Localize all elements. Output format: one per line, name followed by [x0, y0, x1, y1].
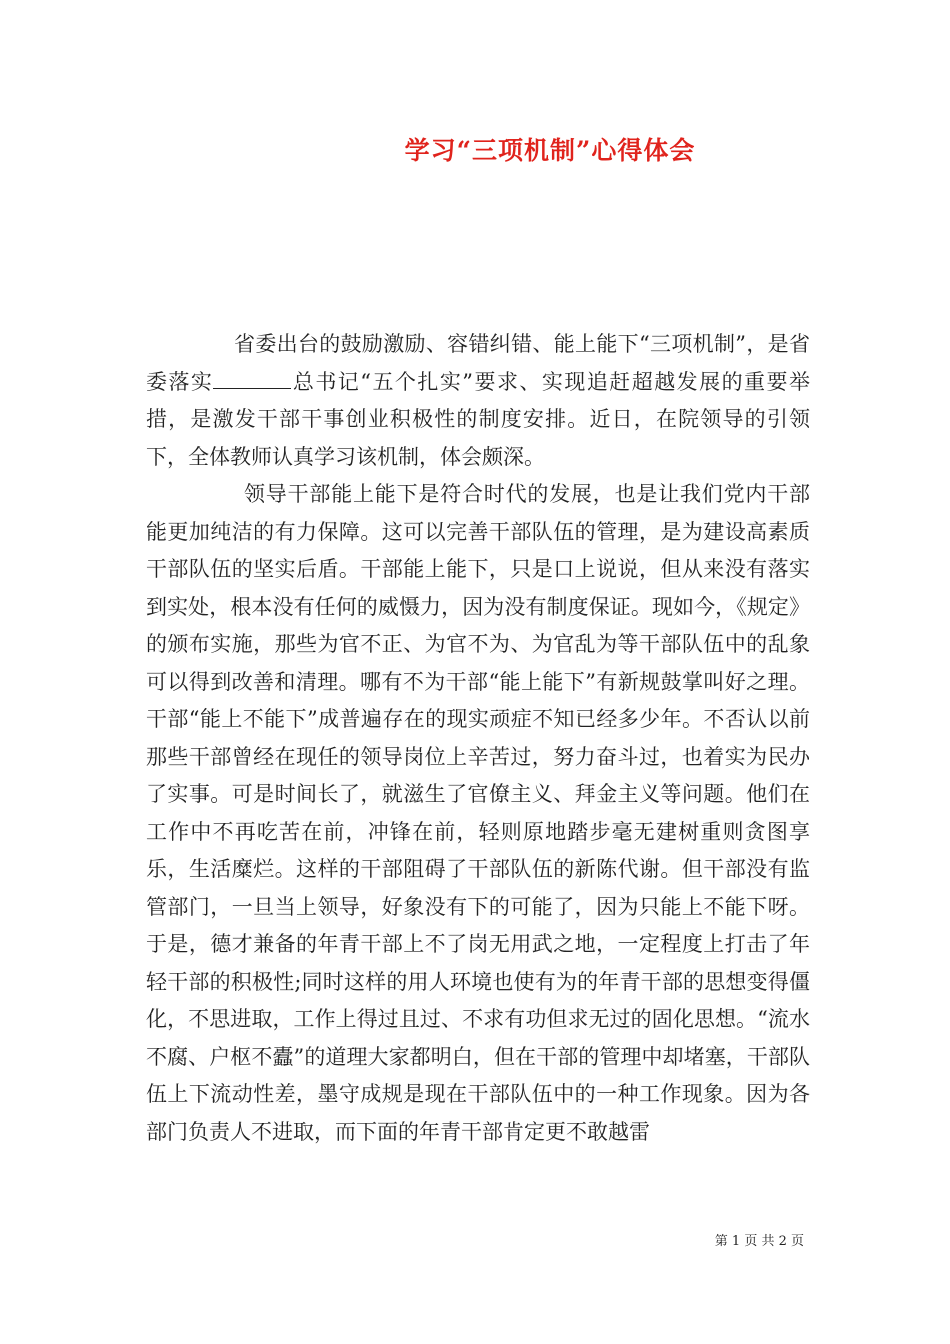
fill-in-blank — [213, 368, 291, 389]
document-title: 学习“三项机制”心得体会 — [404, 136, 696, 165]
paragraph-2: 领导干部能上能下是符合时代的发展，也是让我们党内干部能更加纯洁的有力保障。这可以完善干部队伍的管理，是为建设高素质干部队伍的坚实后盾。干部能上能下，只是口上说说，但从来没有落实到实处，根本没有任何的威慑力，因为没有制度保证。现如今，《规定》的颁布实施，那些为官不正、为官不为、为官乱为等干部队伍中的乱象可以得到改善和清理。哪有不为干部“能上能下”有新规鼓掌叫好之理。干部“能上不能下”成普遍存在的现实顽症不知已经多少年。不否认以前那些干部曾经在现任的领导岗位上辛苦过，努力奋斗过，也着实为民办了实事。可是时间长了，就滋生了官僚主义、拜金主义等问题。他们在工作中不再吃苦在前，冲锋在前，轻则原地踏步毫无建树重则贪图享乐，生活糜烂。这样的干部阻碍了干部队伍的新陈代谢。但干部没有监管部门，一旦当上领导，好象没有下的可能了，因为只能上不能下呀。于是，德才兼备的年青干部上不了岗无用武之地，一定程度上打击了年轻干部的积极性;同时这样的用人环境也使有为的年青干部的思想变得僵化，不思进取，工作上得过且过、不求有功但求无过的固化思想。“流水不腐、户枢不蠹”的道理大家都明白，但在干部的管理中却堵塞，干部队伍上下流动性差，墨守成规是现在干部队伍中的一种工作现象。因为各部门负责人不进取，而下面的年青干部肯定更不敢越雷 — [146, 482, 810, 1144]
paragraph-1 — [146, 326, 810, 476]
paragraph-1-part-2: 总书记“五个扎实”要求、实现追赶超越发展的重要举措，是激发干部干事创业积极性的制度安排。近日，在院领导的引领下，全体教师认真学习该机制，体会颇深。 — [146, 369, 810, 469]
paragraph-1-part-1: 省委出台的鼓励激励、容错纠错、能上能下“三项机制”，是省委落实 — [146, 332, 810, 394]
page-number-footer: 第 1 页 共 2 页 — [714, 1234, 804, 1249]
document-body — [146, 326, 810, 1151]
